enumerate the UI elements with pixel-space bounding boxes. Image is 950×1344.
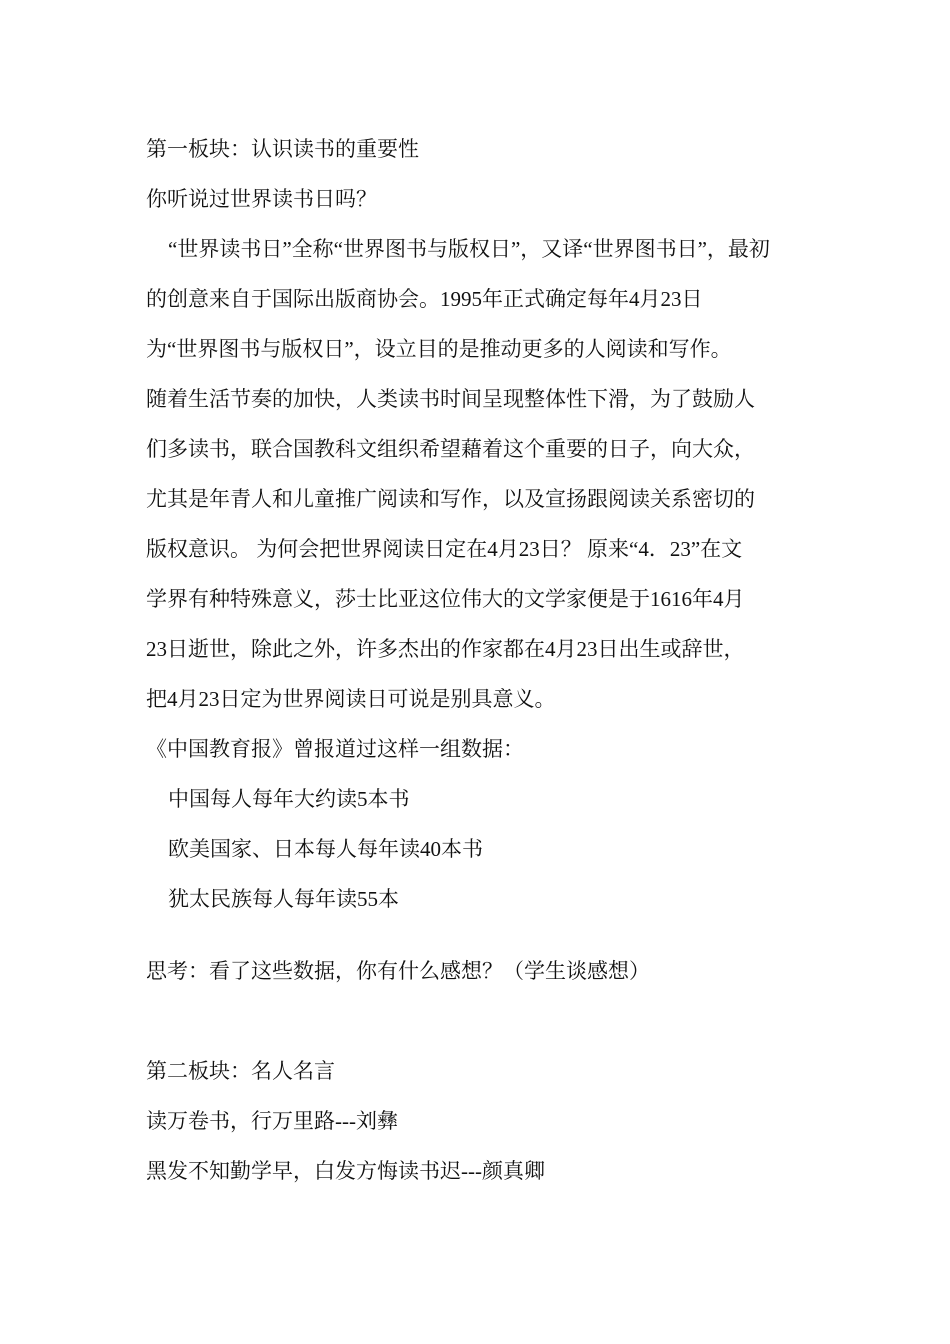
- paragraph-line: 们多读书，联合国教科文组织希望藉着这个重要的日子，向大众，: [146, 437, 755, 461]
- think-question: 思考：看了这些数据，你有什么感想？（学生谈感想）: [146, 959, 650, 983]
- data-item: 中国每人每年大约读5本书: [168, 787, 410, 811]
- section1-question: 你听说过世界读书日吗？: [146, 187, 377, 211]
- paragraph-line: 学界有种特殊意义，莎士比亚这位伟大的文学家便是于1616年4月: [146, 587, 745, 611]
- paragraph-line: 23日逝世，除此之外，许多杰出的作家都在4月23日出生或辞世，: [146, 637, 745, 661]
- quote-item: 读万卷书，行万里路---刘彝: [146, 1109, 398, 1133]
- section1-heading: 第一板块：认识读书的重要性: [146, 137, 419, 161]
- data-item: 欧美国家、日本每人每年读40本书: [168, 837, 483, 861]
- quote-item: 黑发不知勤学早，白发方悔读书迟---颜真卿: [146, 1159, 545, 1183]
- paragraph-line: 尤其是年青人和儿童推广阅读和写作，以及宣扬跟阅读关系密切的: [146, 487, 755, 511]
- paragraph-line: 随着生活节奏的加快，人类读书时间呈现整体性下滑，为了鼓励人: [146, 387, 755, 411]
- paragraph-line: 的创意来自于国际出版商协会。1995年正式确定每年4月23日: [146, 287, 703, 311]
- section2-heading: 第二板块：名人名言: [146, 1059, 335, 1083]
- paragraph-line: 版权意识。 为何会把世界阅读日定在4月23日？ 原来“4．23”在文: [146, 537, 743, 561]
- paragraph-line: 为“世界图书与版权日”，设立目的是推动更多的人阅读和写作。: [146, 337, 732, 361]
- data-intro: 《中国教育报》曾报道过这样一组数据：: [146, 737, 524, 761]
- paragraph-line: “世界读书日”全称“世界图书与版权日”，又译“世界图书日”，最初: [168, 237, 770, 261]
- data-item: 犹太民族每人每年读55本: [168, 887, 399, 911]
- paragraph-line: 把4月23日定为世界阅读日可说是别具意义。: [146, 687, 556, 711]
